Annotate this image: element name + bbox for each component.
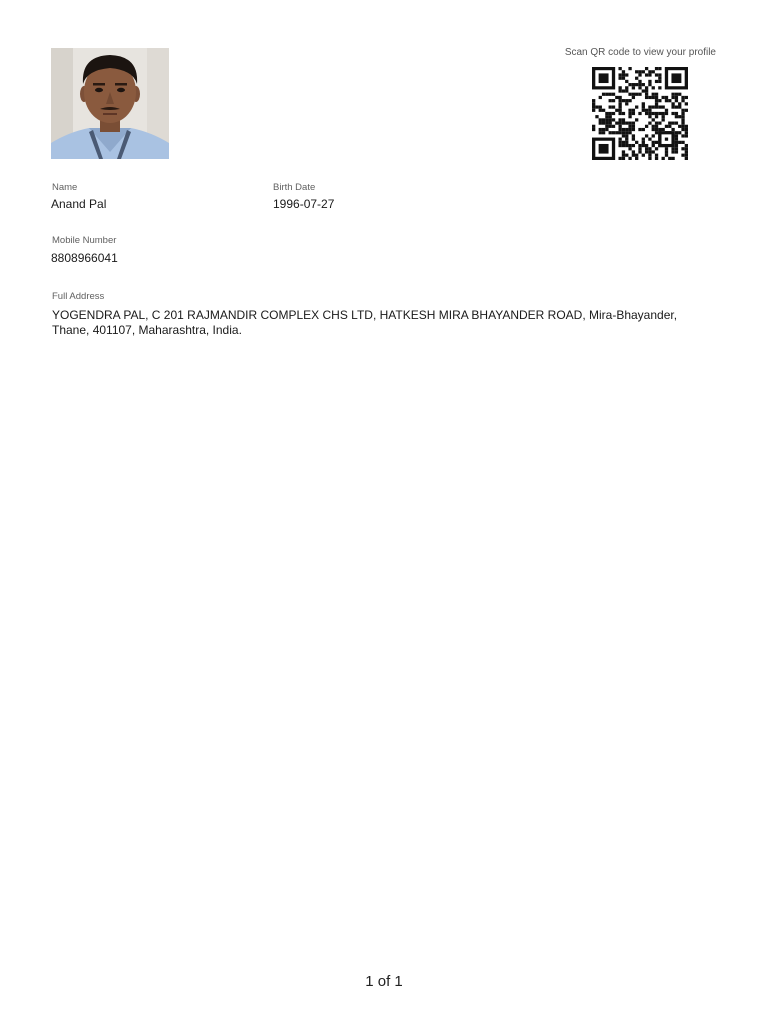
address-line-1: YOGENDRA PAL, C 201 RAJMANDIR COMPLEX CHS LTD, HATKESH MIRA BHAYANDER ROAD, Mira-Bhayander, (52, 308, 678, 322)
profile-qr-code-icon[interactable] (592, 67, 688, 160)
mobile-number-value: 8808966041 (51, 251, 118, 265)
page-indicator: 1 of 1 (365, 973, 403, 990)
full-address-value (52, 308, 702, 337)
name-label: Name (52, 182, 78, 193)
profile-photo (51, 48, 169, 159)
name-value: Anand Pal (51, 197, 107, 211)
address-line-2: Thane, 401107, Maharashtra, India. (52, 322, 242, 337)
qr-caption: Scan QR code to view your profile (564, 47, 716, 58)
birth-date-value: 1996-07-27 (273, 197, 335, 211)
mobile-number-label: Mobile Number (52, 235, 117, 246)
full-address-label: Full Address (52, 291, 105, 302)
birth-date-label: Birth Date (273, 182, 316, 193)
